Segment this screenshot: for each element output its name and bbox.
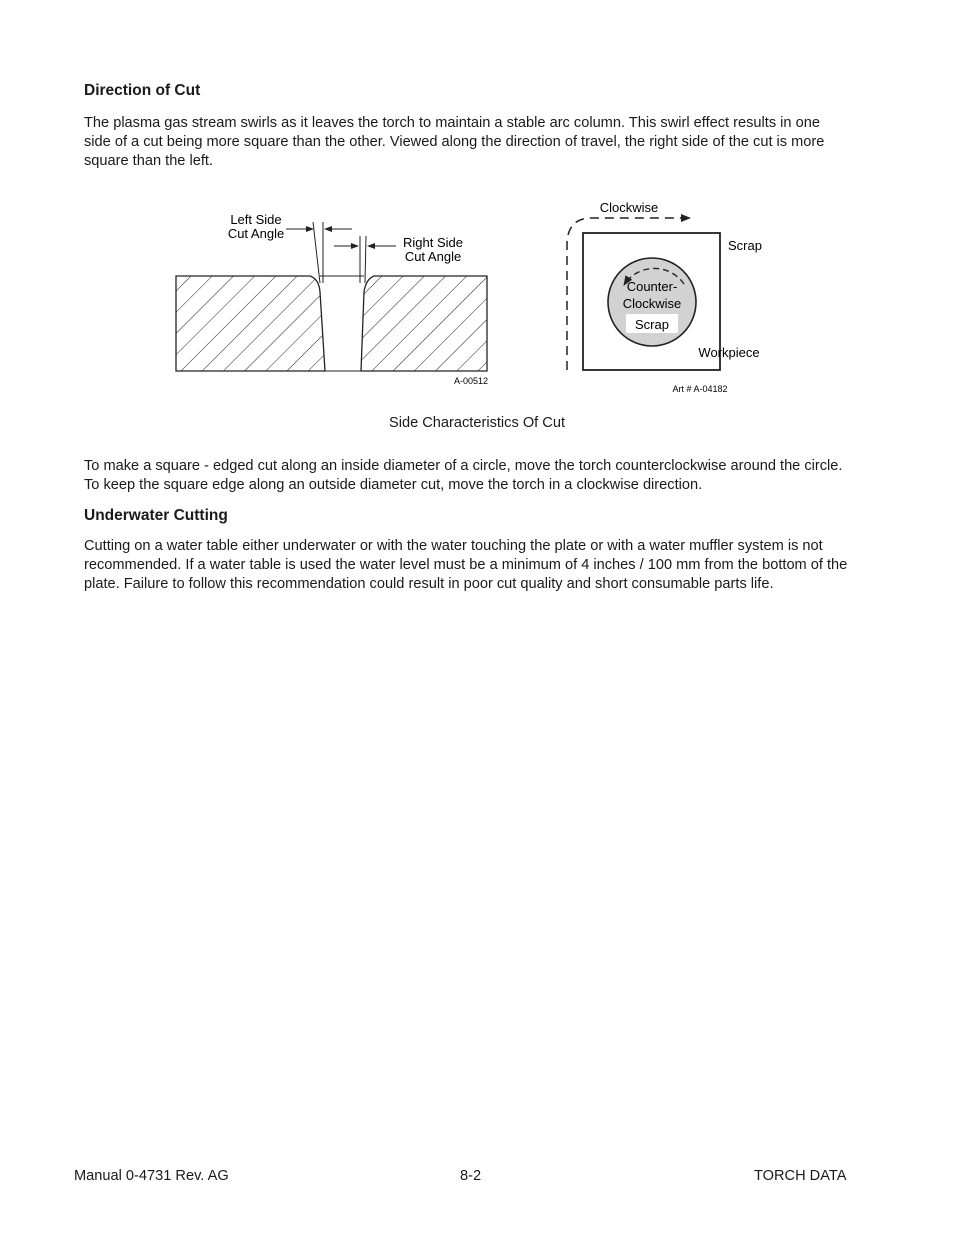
paragraph-line: plate. Failure to follow this recommendation could result in poor cut quality and short consumable parts life. <box>84 576 774 592</box>
cut-diagrams <box>0 0 954 420</box>
right-plate <box>361 276 487 371</box>
outer-scrap-label: Scrap <box>728 238 762 253</box>
clockwise-label: Clockwise <box>599 200 659 215</box>
footer-page-number: 8-2 <box>460 1168 482 1184</box>
workpiece-diagram <box>567 200 762 394</box>
square-edge-paragraph <box>84 457 876 495</box>
left-angle-line <box>313 222 320 283</box>
cut-cross-section <box>176 212 488 386</box>
paragraph-line: recommended. If a water table is used the water level must be a minimum of 4 inches / 100 mm from the bottom of the <box>84 557 848 573</box>
paragraph-line: To keep the square edge along an outside diameter cut, move the torch in a clockwise direction. <box>84 477 703 493</box>
left-cut-angle-label: Cut Angle <box>227 226 285 241</box>
footer-section-title: TORCH DATA <box>754 1168 847 1184</box>
right-angle-line <box>365 236 366 283</box>
section-heading-underwater-cutting: Underwater Cutting <box>84 507 228 524</box>
counter-clockwise-label: Counter- <box>626 279 678 294</box>
workpiece-label: Workpiece <box>698 345 760 360</box>
left-cut-angle-label: Left Side <box>230 212 282 227</box>
section-heading-direction-of-cut: Direction of Cut <box>84 82 201 99</box>
paragraph-line: side of a cut being more square than the other. Viewed along the direction of travel, the right side of the cut is more <box>84 134 825 150</box>
paragraph-line: To make a square - edged cut along an inside diameter of a circle, move the torch counterclockwise around the circle. <box>84 458 843 474</box>
counter-clockwise-label: Clockwise <box>622 296 682 311</box>
underwater-cutting-paragraph <box>84 537 876 594</box>
paragraph-line: square than the left. <box>84 153 213 169</box>
figure-caption: Side Characteristics Of Cut <box>389 415 565 431</box>
left-plate <box>176 276 325 371</box>
inner-scrap-label: Scrap <box>635 317 669 332</box>
right-cut-angle-label: Cut Angle <box>404 249 462 264</box>
art-number-a00512: A-00512 <box>453 376 488 386</box>
footer-manual-revision: Manual 0-4731 Rev. AG <box>74 1168 229 1184</box>
paragraph-line: The plasma gas stream swirls as it leaves the torch to maintain a stable arc column. This swirl effect results in one <box>84 115 820 131</box>
right-cut-angle-label: Right Side <box>403 235 463 250</box>
art-number-a04182: Art # A-04182 <box>672 384 728 394</box>
paragraph-line: Cutting on a water table either underwater or with the water touching the plate or with a water muffler system is not <box>84 538 823 554</box>
